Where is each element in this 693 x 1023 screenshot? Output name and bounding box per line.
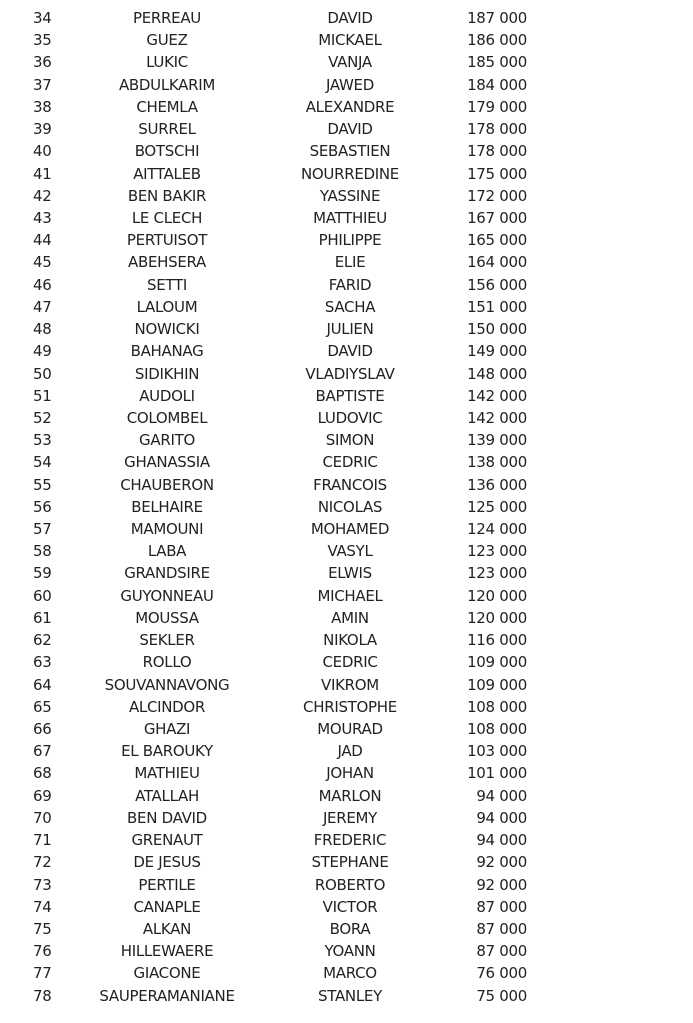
first-name-cell: FARID xyxy=(328,275,372,294)
amount-cell: 185 000 xyxy=(467,53,527,72)
rank-cell: 47 xyxy=(33,297,52,316)
table-row xyxy=(0,896,693,918)
first-name-cell: JAWED xyxy=(326,75,374,94)
table-row xyxy=(0,74,693,96)
rank-cell: 37 xyxy=(33,75,52,94)
rank-cell: 41 xyxy=(33,164,52,183)
rank-cell: 60 xyxy=(33,586,52,605)
first-name-cell: ELIE xyxy=(334,253,366,272)
first-name-cell: MICHAEL xyxy=(317,586,383,605)
amount-cell: 116 000 xyxy=(467,631,527,650)
table-row xyxy=(0,51,693,73)
amount-cell: 156 000 xyxy=(467,275,527,294)
first-name-cell: VLADIYSLAV xyxy=(305,364,395,383)
last-name-cell: BELHAIRE xyxy=(131,497,203,516)
amount-cell: 125 000 xyxy=(467,497,527,516)
last-name-cell: GIACONE xyxy=(133,964,201,983)
last-name-cell: MOUSSA xyxy=(135,608,199,627)
last-name-cell: COLOMBEL xyxy=(126,408,208,427)
amount-cell: 148 000 xyxy=(467,364,527,383)
table-row xyxy=(0,874,693,896)
amount-cell: 109 000 xyxy=(467,675,527,694)
rank-cell: 54 xyxy=(33,453,52,472)
last-name-cell: EL BAROUKY xyxy=(121,742,213,761)
table-row xyxy=(0,607,693,629)
rank-cell: 38 xyxy=(33,97,52,116)
rank-cell: 34 xyxy=(33,9,52,27)
last-name-cell: SAUPERAMANIANE xyxy=(99,986,235,1005)
table-row xyxy=(0,451,693,473)
amount-cell: 92 000 xyxy=(476,875,527,894)
table-row xyxy=(0,651,693,673)
first-name-cell: MOURAD xyxy=(317,720,383,738)
last-name-cell: HILLEWAERE xyxy=(120,942,214,961)
rank-cell: 53 xyxy=(33,431,52,450)
rank-cell: 67 xyxy=(33,742,52,761)
amount-cell: 124 000 xyxy=(467,520,527,539)
amount-cell: 123 000 xyxy=(467,542,527,561)
table-row xyxy=(0,7,693,29)
table-row xyxy=(0,851,693,873)
last-name-cell: GRANDSIRE xyxy=(124,564,210,583)
first-name-cell: YOANN xyxy=(324,942,376,961)
amount-cell: 123 000 xyxy=(467,564,527,583)
last-name-cell: ABEHSERA xyxy=(128,253,206,272)
first-name-cell: NIKOLA xyxy=(323,631,377,650)
amount-cell: 187 000 xyxy=(467,9,527,27)
amount-cell: 184 000 xyxy=(467,75,527,94)
table-row xyxy=(0,696,693,718)
first-name-cell: ROBERTO xyxy=(314,875,386,894)
rank-cell: 78 xyxy=(33,986,52,1005)
first-name-cell: DAVID xyxy=(327,9,373,27)
table-row xyxy=(0,340,693,362)
amount-cell: 103 000 xyxy=(467,742,527,761)
last-name-cell: GUEZ xyxy=(146,31,188,50)
table-row xyxy=(0,807,693,829)
table-row xyxy=(0,207,693,229)
rank-cell: 58 xyxy=(33,542,52,561)
first-name-cell: JEREMY xyxy=(322,808,378,827)
table-row xyxy=(0,296,693,318)
amount-cell: 76 000 xyxy=(476,964,527,983)
amount-cell: 142 000 xyxy=(467,386,527,405)
last-name-cell: BEN BAKIR xyxy=(127,186,207,205)
rank-cell: 66 xyxy=(33,720,52,738)
last-name-cell: SEKLER xyxy=(139,631,195,650)
last-name-cell: PERTILE xyxy=(138,875,196,894)
last-name-cell: CHAUBERON xyxy=(120,475,214,494)
amount-cell: 120 000 xyxy=(467,586,527,605)
first-name-cell: CHRISTOPHE xyxy=(303,697,397,716)
first-name-cell: CEDRIC xyxy=(322,453,378,472)
amount-cell: 94 000 xyxy=(476,831,527,850)
amount-cell: 150 000 xyxy=(467,320,527,339)
amount-cell: 108 000 xyxy=(467,720,527,738)
amount-cell: 178 000 xyxy=(467,142,527,161)
first-name-cell: DAVID xyxy=(327,120,373,139)
table-row xyxy=(0,29,693,51)
rank-cell: 75 xyxy=(33,919,52,938)
last-name-cell: MATHIEU xyxy=(134,764,200,783)
rank-cell: 49 xyxy=(33,342,52,361)
rank-cell: 39 xyxy=(33,120,52,139)
amount-cell: 87 000 xyxy=(476,942,527,961)
first-name-cell: BAPTISTE xyxy=(315,386,385,405)
first-name-cell: STEPHANE xyxy=(311,853,389,872)
first-name-cell: MARLON xyxy=(318,786,382,805)
table-row xyxy=(0,474,693,496)
rank-cell: 52 xyxy=(33,408,52,427)
last-name-cell: ALKAN xyxy=(142,919,192,938)
rank-cell: 44 xyxy=(33,231,52,250)
table-row xyxy=(0,540,693,562)
amount-cell: 109 000 xyxy=(467,653,527,672)
amount-cell: 186 000 xyxy=(467,31,527,50)
amount-cell: 101 000 xyxy=(467,764,527,783)
first-name-cell: VANJA xyxy=(328,53,372,72)
last-name-cell: CHEMLA xyxy=(136,97,198,116)
first-name-cell: PHILIPPE xyxy=(318,231,382,250)
first-name-cell: FREDERIC xyxy=(313,831,387,850)
last-name-cell: ABDULKARIM xyxy=(118,75,216,94)
last-name-cell: SURREL xyxy=(138,120,196,139)
last-name-cell: ROLLO xyxy=(142,653,192,672)
rank-cell: 71 xyxy=(33,831,52,850)
first-name-cell: SIMON xyxy=(325,431,375,450)
rank-cell: 57 xyxy=(33,520,52,539)
last-name-cell: ATALLAH xyxy=(135,786,199,805)
table-row xyxy=(0,429,693,451)
amount-cell: 94 000 xyxy=(476,786,527,805)
table-row xyxy=(0,940,693,962)
table-row xyxy=(0,762,693,784)
last-name-cell: SIDIKHIN xyxy=(134,364,200,383)
rank-cell: 63 xyxy=(33,653,52,672)
rank-cell: 45 xyxy=(33,253,52,272)
rank-cell: 73 xyxy=(33,875,52,894)
last-name-cell: ALCINDOR xyxy=(128,697,206,716)
rank-cell: 50 xyxy=(33,364,52,383)
table-row xyxy=(0,274,693,296)
rank-cell: 77 xyxy=(33,964,52,983)
first-name-cell: MARCO xyxy=(323,964,377,983)
first-name-cell: FRANCOIS xyxy=(313,475,387,494)
table-row xyxy=(0,518,693,540)
first-name-cell: CEDRIC xyxy=(322,653,378,672)
first-name-cell: BORA xyxy=(329,919,371,938)
rank-cell: 46 xyxy=(33,275,52,294)
first-name-cell: SACHA xyxy=(324,297,376,316)
table-row xyxy=(0,674,693,696)
table-row xyxy=(0,718,693,740)
last-name-cell: GARITO xyxy=(139,431,195,450)
last-name-cell: LE CLECH xyxy=(131,208,203,227)
amount-cell: 165 000 xyxy=(467,231,527,250)
first-name-cell: ELWIS xyxy=(328,564,372,583)
first-name-cell: MICKAEL xyxy=(318,31,382,50)
rank-cell: 55 xyxy=(33,475,52,494)
table-row xyxy=(0,496,693,518)
rank-cell: 51 xyxy=(33,386,52,405)
table-row xyxy=(0,185,693,207)
first-name-cell: AMIN xyxy=(331,608,369,627)
table-row xyxy=(0,985,693,1007)
first-name-cell: VIKROM xyxy=(321,675,379,694)
last-name-cell: CANAPLE xyxy=(133,897,201,916)
amount-cell: 120 000 xyxy=(467,608,527,627)
amount-cell: 175 000 xyxy=(467,164,527,183)
table-row xyxy=(0,585,693,607)
amount-cell: 92 000 xyxy=(476,853,527,872)
rank-cell: 59 xyxy=(33,564,52,583)
rank-cell: 43 xyxy=(33,208,52,227)
amount-cell: 179 000 xyxy=(467,97,527,116)
table-row xyxy=(0,562,693,584)
last-name-cell: NOWICKI xyxy=(134,320,200,339)
last-name-cell: GHAZI xyxy=(143,720,191,738)
first-name-cell: VICTOR xyxy=(322,897,378,916)
rank-cell: 40 xyxy=(33,142,52,161)
rank-cell: 36 xyxy=(33,53,52,72)
rank-cell: 62 xyxy=(33,631,52,650)
amount-cell: 108 000 xyxy=(467,697,527,716)
last-name-cell: BEN DAVID xyxy=(127,808,207,827)
amount-cell: 149 000 xyxy=(467,342,527,361)
last-name-cell: LABA xyxy=(147,542,187,561)
first-name-cell: JOHAN xyxy=(326,764,374,783)
last-name-cell: GRENAUT xyxy=(131,831,203,850)
last-name-cell: LALOUM xyxy=(136,297,198,316)
last-name-cell: PERTUISOT xyxy=(126,231,208,250)
table-row xyxy=(0,251,693,273)
amount-cell: 167 000 xyxy=(467,208,527,227)
rank-cell: 65 xyxy=(33,697,52,716)
rank-cell: 69 xyxy=(33,786,52,805)
amount-cell: 87 000 xyxy=(476,897,527,916)
ranking-table xyxy=(0,7,693,1007)
amount-cell: 151 000 xyxy=(467,297,527,316)
amount-cell: 172 000 xyxy=(467,186,527,205)
first-name-cell: YASSINE xyxy=(319,186,381,205)
last-name-cell: MAMOUNI xyxy=(130,520,204,539)
table-row xyxy=(0,785,693,807)
amount-cell: 75 000 xyxy=(476,986,527,1005)
table-row xyxy=(0,629,693,651)
first-name-cell: NOURREDINE xyxy=(300,164,399,183)
amount-cell: 138 000 xyxy=(467,453,527,472)
table-row xyxy=(0,829,693,851)
amount-cell: 87 000 xyxy=(476,919,527,938)
first-name-cell: SEBASTIEN xyxy=(309,142,391,161)
amount-cell: 178 000 xyxy=(467,120,527,139)
amount-cell: 164 000 xyxy=(467,253,527,272)
first-name-cell: DAVID xyxy=(327,342,373,361)
last-name-cell: SOUVANNAVONG xyxy=(104,675,230,694)
table-row xyxy=(0,229,693,251)
last-name-cell: LUKIC xyxy=(146,53,188,72)
rank-cell: 35 xyxy=(33,31,52,50)
rank-cell: 48 xyxy=(33,320,52,339)
last-name-cell: PERREAU xyxy=(133,9,201,27)
first-name-cell: LUDOVIC xyxy=(317,408,383,427)
first-name-cell: MATTHIEU xyxy=(313,208,387,227)
rank-cell: 64 xyxy=(33,675,52,694)
last-name-cell: GHANASSIA xyxy=(124,453,210,472)
table-row xyxy=(0,918,693,940)
last-name-cell: SETTI xyxy=(147,275,187,294)
amount-cell: 94 000 xyxy=(476,808,527,827)
last-name-cell: BOTSCHI xyxy=(134,142,200,161)
table-row xyxy=(0,363,693,385)
first-name-cell: VASYL xyxy=(327,542,373,561)
table-row xyxy=(0,163,693,185)
table-row xyxy=(0,962,693,984)
amount-cell: 142 000 xyxy=(467,408,527,427)
rank-cell: 72 xyxy=(33,853,52,872)
rank-cell: 56 xyxy=(33,497,52,516)
table-row xyxy=(0,385,693,407)
first-name-cell: MOHAMED xyxy=(310,520,390,539)
first-name-cell: NICOLAS xyxy=(317,497,383,516)
last-name-cell: BAHANAG xyxy=(130,342,204,361)
table-row xyxy=(0,118,693,140)
first-name-cell: JAD xyxy=(337,742,363,761)
rank-cell: 74 xyxy=(33,897,52,916)
table-row xyxy=(0,96,693,118)
last-name-cell: AUDOLI xyxy=(139,386,195,405)
last-name-cell: DE JESUS xyxy=(133,853,201,872)
first-name-cell: ALEXANDRE xyxy=(305,97,395,116)
table-row xyxy=(0,318,693,340)
table-row xyxy=(0,140,693,162)
first-name-cell: STANLEY xyxy=(318,986,382,1005)
amount-cell: 139 000 xyxy=(467,431,527,450)
rank-cell: 70 xyxy=(33,808,52,827)
rank-cell: 68 xyxy=(33,764,52,783)
last-name-cell: AITTALEB xyxy=(133,164,201,183)
table-row xyxy=(0,740,693,762)
rank-cell: 61 xyxy=(33,608,52,627)
first-name-cell: JULIEN xyxy=(326,320,374,339)
rank-cell: 76 xyxy=(33,942,52,961)
rank-cell: 42 xyxy=(33,186,52,205)
last-name-cell: GUYONNEAU xyxy=(120,586,214,605)
table-row xyxy=(0,407,693,429)
amount-cell: 136 000 xyxy=(467,475,527,494)
